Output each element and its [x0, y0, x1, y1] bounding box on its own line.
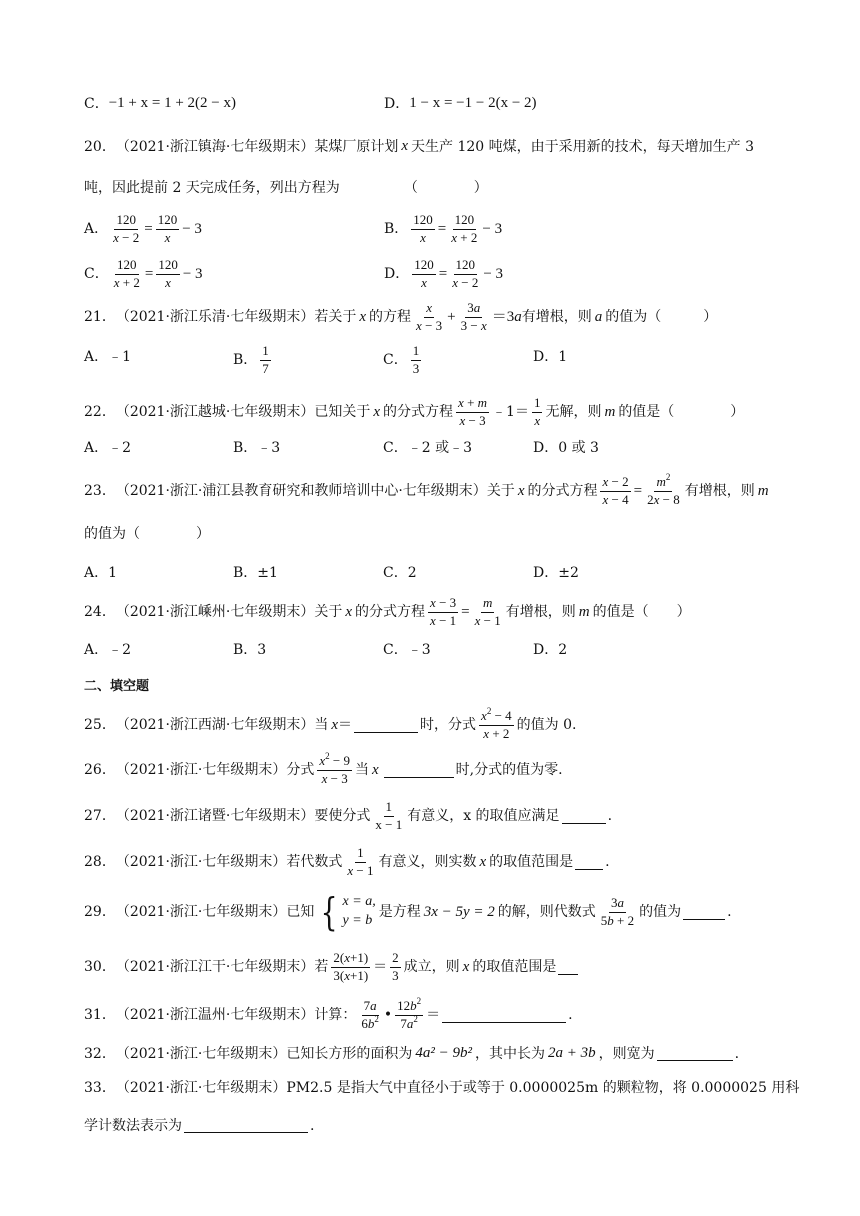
q23-option-b: B．±1	[233, 565, 278, 581]
q33-stem-line1: 33． （2021·浙江·七年级期末） PM2.5 是指大气中直径小于或等于 0.0000025m 的颗粒物，将 0.0000025 用科	[84, 1080, 800, 1096]
q23-stem-line2: 的值为（ ）	[84, 526, 210, 542]
q19-option-c: C． −1 + x = 1 + 2(2 − x)	[84, 95, 237, 112]
q26-stem: 26． （2021·浙江·七年级期末） 分式 $\frac{x^2 - 9}{x - 3}$ 当 x 时,分式的值为零.	[84, 751, 563, 786]
q23-stem-line1: 23． （2021·浙江·浦江县教育研究和教师培训中心·七年级期末） 关于 x 的分式方程 $\frac{x - 2}{x - 4}$ = $\frac{m^2}{2x - 8}$ 有增根，则 m	[84, 472, 769, 507]
q20-option-c: C． $\frac{120}{x + 2}$ = $\frac{120}{x}$ − 3	[84, 257, 203, 290]
answer-blank	[683, 905, 725, 920]
q31-stem: 31． （2021·浙江温州·七年级期末） 计算： $\frac{7a}{6b^2}$ • $\frac{12b^2}{7a^2}$ ＝ .	[84, 996, 573, 1031]
q28-stem: 28． （2021·浙江·七年级期末） 若代数式 $\frac{1}{x - 1}$ 有意义，则实数 x 的取值范围是 .	[84, 845, 610, 878]
q29-stem: 29． （2021·浙江·七年级期末） 已知 { x = a, y = b 是方程 3x − 5y = 2 的解，则代数式 $\frac{3a}{5b + 2}$ 的值为 .	[84, 890, 732, 934]
q22-option-a: A．﹣2	[84, 440, 132, 456]
answer-blank	[384, 763, 454, 778]
q21-option-a: A．﹣1	[84, 349, 132, 365]
q22-stem: 22． （2021·浙江越城·七年级期末） 已知关于 x 的分式方程 $\frac{x + m}{x - 3}$ ﹣1＝ $\frac{1}{x}$ 无解，则 m 的值是（ ）	[84, 395, 745, 428]
q24-option-c: C．﹣3	[383, 642, 431, 658]
q24-option-a: A．﹣2	[84, 642, 132, 658]
q21-stem: 21． （2021·浙江乐清·七年级期末） 若关于 x 的方程 $\frac{x}{x - 3}$ + $\frac{3a}{3 - x}$ ＝3a 有增根，则 a 的值为（ ）	[84, 300, 718, 333]
answer-blank	[657, 1046, 733, 1061]
q30-stem: 30． （2021·浙江江干·七年级期末） 若 $\frac{2(x+1)}{3(x+1)}$ ＝ $\frac{2}{3}$ 成立，则 x 的取值范围是	[84, 951, 580, 984]
q24-option-d: D．2	[533, 642, 568, 658]
q23-option-a: A．1	[84, 565, 118, 581]
q22-option-b: B．﹣3	[233, 440, 281, 456]
q22-option-c: C．﹣2 或﹣3	[383, 440, 472, 456]
q32-stem: 32． （2021·浙江·七年级期末） 已知长方形的面积为 4a² − 9b² ，其中长为 2a + 3b ，则宽为 .	[84, 1045, 740, 1062]
section-heading-fill-in: 二、填空题	[84, 679, 150, 694]
q21-option-b: B． $\frac{1}{7}$	[233, 343, 269, 376]
q20-option-b: B． $\frac{120}{x}$ = $\frac{120}{x + 2}$ − 3	[384, 212, 503, 245]
answer-blank	[562, 809, 606, 824]
equation-system: { x = a, y = b	[320, 890, 376, 934]
q20-stem-line1: 20． （2021·浙江镇海·七年级期末） 某煤厂原计划 x 天生产 120 吨煤，由于采用新的技术，每天增加生产 3	[84, 138, 755, 155]
q21-option-c: C． $\frac{1}{3}$	[383, 343, 420, 376]
q22-option-d: D．0 或 3	[533, 440, 599, 456]
answer-blank	[442, 1008, 566, 1023]
answer-blank	[184, 1118, 308, 1133]
answer-blank	[558, 960, 578, 975]
answer-blank	[354, 718, 418, 733]
q20-stem-line2: 吨，因此提前 2 天完成任务，列出方程为 （ ）	[84, 180, 488, 196]
q23-option-d: D．±2	[533, 565, 579, 581]
q20-option-d: D． $\frac{120}{x}$ = $\frac{120}{x - 2}$ − 3	[384, 257, 504, 290]
q23-option-c: C．2	[383, 565, 417, 581]
answer-blank	[575, 855, 603, 870]
q24-option-b: B．3	[233, 642, 267, 658]
q21-option-d: D．1	[533, 349, 568, 365]
q24-stem: 24． （2021·浙江嵊州·七年级期末） 关于 x 的分式方程 $\frac{x - 3}{x - 1}$ = $\frac{m}{x - 1}$ 有增根，则 m 的值是（ ）	[84, 595, 691, 628]
q33-stem-line2: 学计数法表示为 .	[84, 1117, 315, 1134]
q25-stem: 25． （2021·浙江西湖·七年级期末） 当 x ＝ 时，分式 $\frac{x^2 - 4}{x + 2}$ 的值为 0.	[84, 706, 577, 741]
q19-option-d: D． 1 − x = −1 − 2(x − 2)	[384, 95, 537, 112]
q27-stem: 27． （2021·浙江诸暨·七年级期末） 要使分式 $\frac{1}{x - 1}$ 有意义，x 的取值应满足 .	[84, 799, 613, 832]
q20-option-a: A． $\frac{120}{x - 2}$ = $\frac{120}{x}$ − 3	[84, 212, 202, 245]
